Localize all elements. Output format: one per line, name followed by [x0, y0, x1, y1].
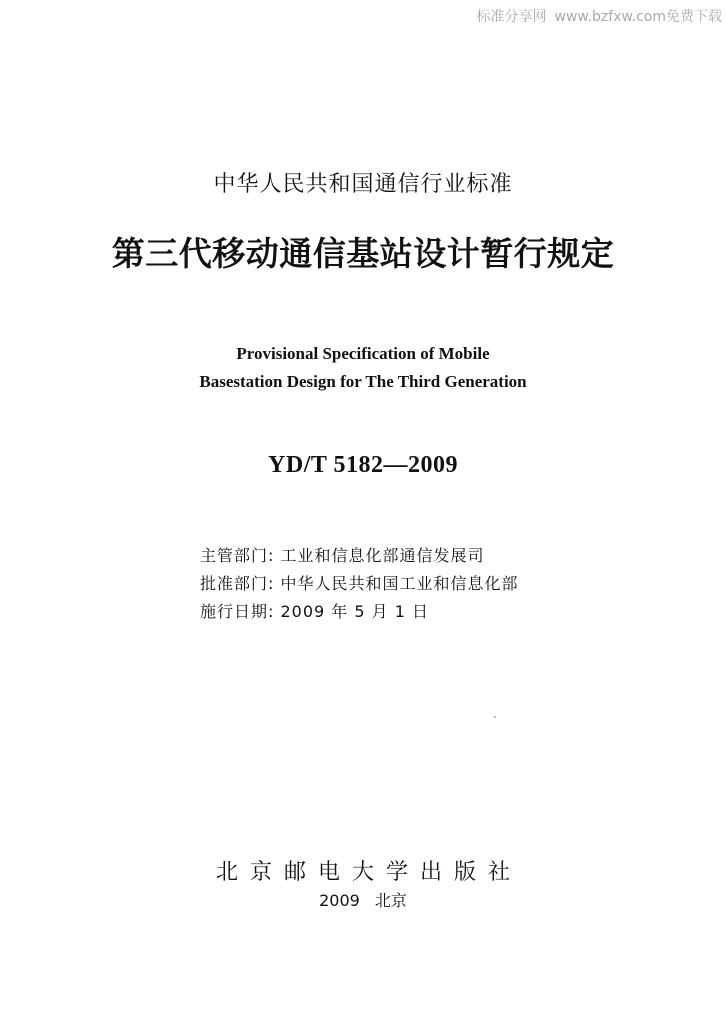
- document-title-chinese: 第三代移动通信基站设计暂行规定: [111, 234, 615, 273]
- detail-label: 主管部门: [200, 546, 269, 565]
- watermark-site-name: 标准分享网: [476, 9, 547, 25]
- publication-year-place: 2009 北京: [319, 891, 407, 910]
- detail-separator: :: [268, 574, 281, 593]
- detail-value: 工业和信息化部通信发展司: [280, 546, 485, 565]
- detail-row-effective-date: [200, 598, 519, 626]
- detail-separator: :: [268, 602, 281, 621]
- watermark: [477, 6, 722, 26]
- detail-row-approver: [200, 570, 519, 598]
- watermark-site-url: www.bzfxw.com免费下载: [554, 9, 722, 25]
- detail-label: 施行日期: [200, 602, 269, 621]
- scan-speck: [494, 716, 496, 718]
- document-title-english: [0, 340, 726, 396]
- detail-separator: :: [268, 546, 281, 565]
- detail-label: 批准部门: [200, 574, 269, 593]
- detail-value: 中华人民共和国工业和信息化部: [280, 574, 519, 593]
- title-english-line-1: Provisional Specification of Mobile: [236, 344, 490, 363]
- title-english-line-2: Basestation Design for The Third Generation: [199, 372, 527, 391]
- standard-details: [200, 542, 519, 626]
- publisher-name: 北京邮电大学出版社: [215, 860, 522, 885]
- detail-value: 2009 年 5 月 1 日: [280, 602, 430, 621]
- detail-row-authority: [200, 542, 519, 570]
- industry-standard-heading: 中华人民共和国通信行业标准: [213, 172, 513, 197]
- standard-code: YD/T 5182—2009: [268, 452, 458, 478]
